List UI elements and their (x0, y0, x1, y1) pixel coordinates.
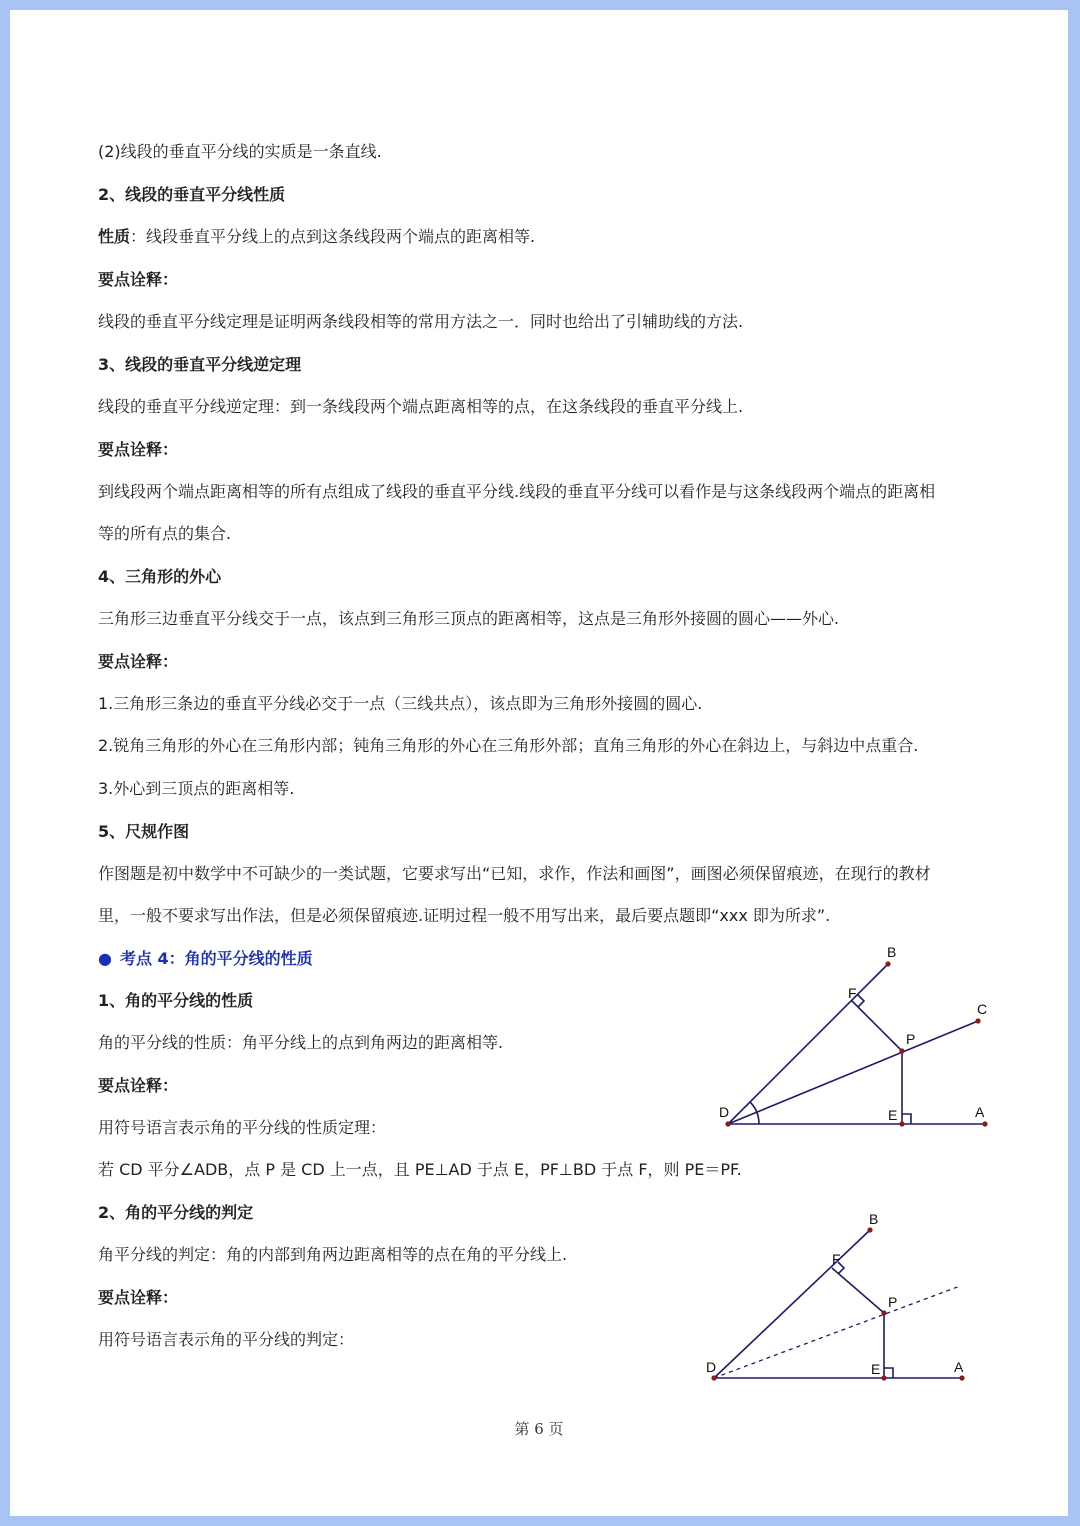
point-d (725, 1121, 730, 1126)
text-line: 到线段两个端点距离相等的所有点组成了线段的垂直平分线.线段的垂直平分线可以看作是与这条线段两个端点的距离相 (98, 482, 936, 501)
note-heading: 要点诠释： (98, 270, 179, 289)
perpendicular-pf (852, 1001, 902, 1051)
point-p (899, 1048, 904, 1053)
note-heading: 要点诠释： (98, 440, 179, 459)
text-line: 作图题是初中数学中不可缺少的一类试题，它要求写出“已知，求作，作法和画图”，画图必须保留痕迹，在现行的教材 (98, 864, 931, 883)
section-heading: 4、三角形的外心 (98, 567, 222, 586)
page-number: 第 6 页 (514, 1420, 564, 1438)
bullet-icon: ● (98, 949, 112, 968)
text-line: 用符号语言表示角的平分线的性质定理： (98, 1118, 387, 1137)
point-e (899, 1121, 904, 1126)
note-heading: 要点诠释： (98, 1288, 179, 1307)
text-line: 若 CD 平分∠ADB，点 P 是 CD 上一点，且 PE⊥AD 于点 E，PF⊥BD 于点 F，则 PE＝PF. (98, 1160, 742, 1179)
section-heading: 2、角的平分线的判定 (98, 1203, 254, 1222)
right-angle-mark-f (858, 995, 864, 1007)
label-f: F (848, 985, 857, 1001)
label-b: B (869, 1211, 879, 1227)
label-d: D (719, 1104, 730, 1120)
section-heading: 5、尺规作图 (98, 822, 190, 841)
section-heading: 1、角的平分线的性质 (98, 991, 254, 1010)
text-line: 用符号语言表示角的平分线的判定： (98, 1330, 355, 1349)
text-line: 1.三角形三条边的垂直平分线必交于一点（三线共点），该点即为三角形外接圆的圆心. (98, 694, 703, 713)
ray-db (728, 964, 888, 1124)
point-a (982, 1121, 987, 1126)
label-b: B (887, 944, 897, 960)
label-d: D (706, 1359, 717, 1375)
label-p: P (888, 1294, 898, 1310)
text-line: 三角形三边垂直平分线交于一点，该点到三角形三顶点的距离相等，这点是三角形外接圆的圆心——外心. (98, 609, 840, 628)
label-f: F (832, 1251, 841, 1267)
point-d (711, 1375, 716, 1380)
text-line (98, 226, 535, 248)
point-a (959, 1375, 964, 1380)
text-line: 3.外心到三顶点的距离相等. (98, 779, 295, 798)
kaodian-title: 考点 4：角的平分线的性质 (119, 949, 313, 968)
text-line: 角平分线的判定：角的内部到角两边距离相等的点在角的平分线上. (98, 1245, 568, 1264)
label-a: A (954, 1359, 964, 1375)
document-page (10, 10, 1068, 1516)
dashed-bisector (714, 1286, 960, 1378)
text-line: (2)线段的垂直平分线的实质是一条直线. (98, 142, 382, 161)
point-e (881, 1375, 886, 1380)
angle-bisector-converse-figure (700, 1200, 990, 1400)
perpendicular-pf (832, 1268, 884, 1313)
text-line: 线段的垂直平分线定理是证明两条线段相等的常用方法之一．同时也给出了引辅助线的方法. (98, 312, 744, 331)
point-b (867, 1227, 872, 1232)
text-line: 线段的垂直平分线逆定理：到一条线段两个端点距离相等的点，在这条线段的垂直平分线上. (98, 397, 744, 416)
label-e: E (888, 1107, 898, 1123)
bisector-dc (728, 1021, 978, 1124)
text-line: 里，一般不要求写出作法，但是必须保留痕迹.证明过程一般不用写出来，最后要点题即“xxx 即为所求”. (98, 906, 831, 925)
note-heading: 要点诠释： (98, 652, 179, 671)
ray-db (714, 1230, 870, 1378)
label-c: C (977, 1001, 988, 1017)
note-heading: 要点诠释： (98, 1076, 179, 1095)
label-e: E (871, 1361, 881, 1377)
angle-bisector-property-figure (710, 940, 1010, 1150)
text-line: 2.锐角三角形的外心在三角形内部；钝角三角形的外心在三角形外部；直角三角形的外心在斜边上，与斜边中点重合. (98, 736, 919, 755)
property-text: ：线段垂直平分线上的点到这条线段两个端点的距离相等. (130, 227, 536, 246)
label-a: A (975, 1104, 985, 1120)
kaodian-heading (98, 948, 313, 970)
label-p: P (906, 1031, 916, 1047)
point-b (885, 961, 890, 966)
point-p (881, 1310, 886, 1315)
point-c (975, 1018, 980, 1023)
text-line: 角的平分线的性质：角平分线上的点到角两边的距离相等. (98, 1033, 504, 1052)
section-heading: 2、线段的垂直平分线性质 (98, 185, 286, 204)
section-heading: 3、线段的垂直平分线逆定理 (98, 355, 302, 374)
text-line: 等的所有点的集合. (98, 524, 232, 543)
property-label: 性质 (98, 227, 131, 246)
